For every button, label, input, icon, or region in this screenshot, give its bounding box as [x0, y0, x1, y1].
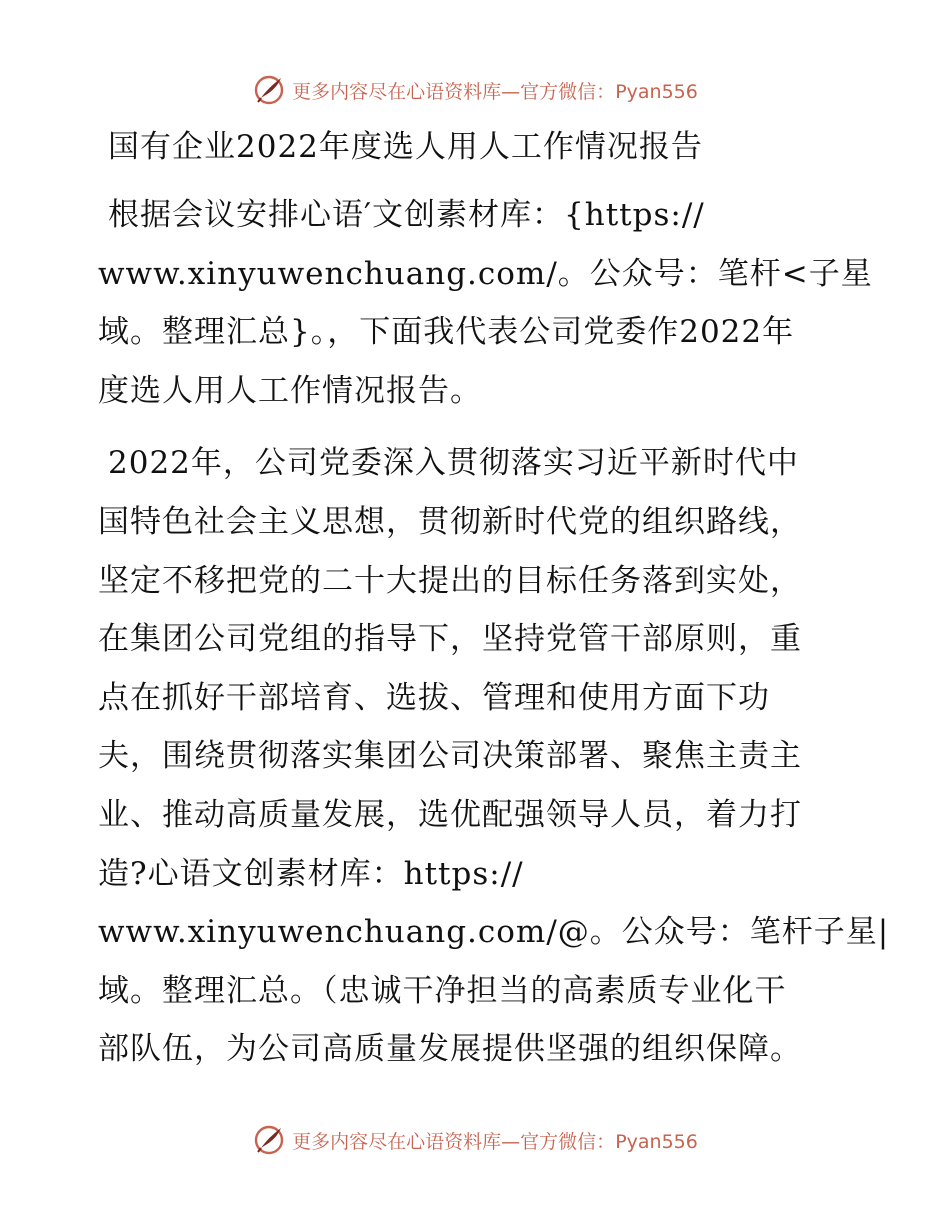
- paragraph-line: 2022年，公司党委深入贯彻落实习近平新时代中: [108, 445, 799, 482]
- watermark-text: 更多内容尽在心语资料库—官方微信：Pyan556: [292, 80, 698, 103]
- page-title: 国有企业2022年度选人用人工作情况报告: [108, 129, 703, 165]
- quill-pen-logo-icon: [252, 1123, 286, 1157]
- paragraph-line: www.xinyuwenchuang.com/。公众号：笔杆<子星: [98, 255, 873, 292]
- paragraph-line: 部队伍，为公司高质量发展提供坚强的组织保障。: [98, 1031, 802, 1068]
- document-body: [98, 124, 890, 1079]
- paragraph-line: 业、推动高质量发展，选优配强领导人员，着力打: [98, 796, 802, 833]
- paragraph-summary: [98, 434, 890, 1079]
- paragraph-intro: [98, 186, 873, 420]
- paragraph-line: 造?心语文创素材库：https://: [98, 855, 524, 892]
- paragraph-line: 夫，围绕贯彻落实集团公司决策部署、聚焦主责主: [98, 738, 802, 775]
- paragraph-line: 在集团公司党组的指导下，坚持党管干部原则，重: [98, 621, 802, 658]
- paragraph-line: 度选人用人工作情况报告。: [98, 372, 482, 409]
- paragraph-line: 坚定不移把党的二十大提出的目标任务落到实处，: [98, 562, 802, 599]
- header-watermark: [0, 72, 950, 108]
- paragraph-line: 根据会议安排心语′文创素材库：{https://: [108, 197, 705, 233]
- paragraph-line: 点在抓好干部培育、选拔、管理和使用方面下功: [98, 679, 770, 716]
- paragraph-line: 域。整理汇总}。，下面我代表公司党委作2022年: [98, 314, 795, 351]
- paragraph-line: www.xinyuwenchuang.com/@。公众号：笔杆子星|: [98, 914, 890, 951]
- watermark-text: 更多内容尽在心语资料库—官方微信：Pyan556: [292, 1130, 698, 1153]
- quill-pen-logo-icon: [252, 73, 286, 107]
- footer-watermark: [0, 1122, 950, 1158]
- paragraph-line: 国特色社会主义思想，贯彻新时代党的组织路线，: [98, 503, 802, 540]
- paragraph-line: 域。整理汇总。（忠诚干净担当的高素质专业化干: [98, 972, 787, 1009]
